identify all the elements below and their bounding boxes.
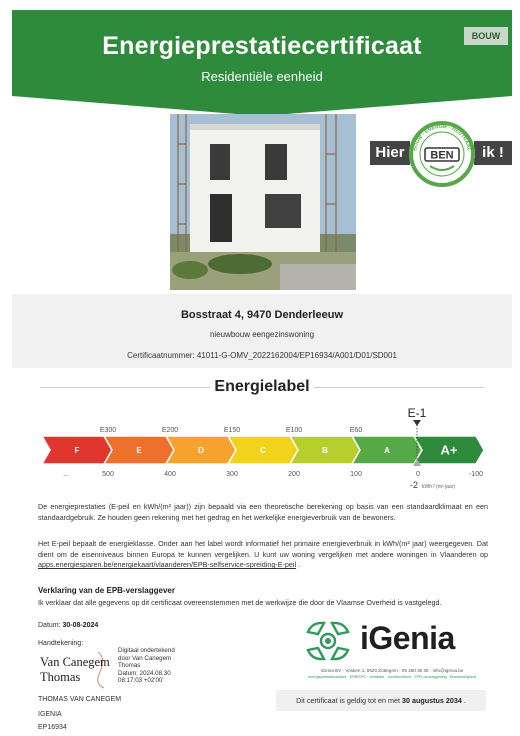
validity-date: 30 augustus 2034 <box>401 696 462 705</box>
validity-box <box>276 690 486 711</box>
certificate-number-value: 41011-G-OMV_2022162004/EP16934/A001/D01/SD001 <box>196 351 397 360</box>
bottom-tick-label: 300 <box>226 471 238 478</box>
signer-organisation: IGENIA <box>38 711 62 718</box>
energy-class-bars <box>42 436 484 464</box>
energiekaart-link[interactable]: apps.energiesparen.be/energiekaart/vlaanderen/EPB-selfservice-spreiding-E-peil <box>38 560 297 569</box>
top-tick-label: E100 <box>285 427 303 434</box>
verklaring-text: Ik verklaar dat alle gegevens op dit certificaat overeenstemmen met de werkwijze die door de Vlaamse Overheid is vastgelegd. <box>38 598 442 607</box>
sig-meta-line: Datum: 2024.08.30 <box>118 669 171 677</box>
page-title: Energieprestatiecertificaat <box>102 32 422 60</box>
energy-class-label: E <box>136 446 142 455</box>
igenia-logo-icon <box>302 618 354 664</box>
signer-name: THOMAS VAN CANEGEM <box>38 696 122 703</box>
validity-suffix: . <box>463 696 466 705</box>
signer-ep-number: EP16934 <box>38 724 67 731</box>
top-tick-label: E300 <box>99 427 117 434</box>
bottom-tick-label: 0 <box>416 471 420 478</box>
top-tick-labels <box>100 427 363 434</box>
bottom-tick-label: ... <box>63 471 69 478</box>
energy-class-label: C <box>260 446 266 455</box>
energy-class-label: B <box>322 446 328 455</box>
ben-ik-label: ik ! <box>474 141 512 165</box>
ben-center-text: BEN <box>430 149 454 162</box>
energy-class-label: A+ <box>440 442 458 458</box>
top-tick-label: E200 <box>161 427 179 434</box>
top-tick-label: E60 <box>349 427 363 434</box>
datum <box>38 622 98 629</box>
top-tick-label: E150 <box>223 427 241 434</box>
igenia-tagline: energieprestatieadvies · EPB/EPC · ventilatie · luchtdichtheid · EPB-verslaggeving · Brandveiligheid <box>308 675 476 679</box>
explanation-paragraph-1: De energieprestaties (E-peil en kWh/(m² jaar)) zijn bepaald via een theoretische berekening op basis van een standaardklimaat en een standaardgebruik. Ze houden geen rekening met het gedrag en het werkelijke energieverbruik van de bewoners. <box>38 502 488 522</box>
house-photo <box>170 114 356 290</box>
datum-value: 30-08-2024 <box>62 622 99 629</box>
header-chevron <box>12 96 512 116</box>
current-e-peil: E-1 <box>407 406 427 420</box>
bottom-tick-label: 400 <box>164 471 176 478</box>
energielabel-heading: Energielabel <box>214 378 310 395</box>
datum-label: Datum: <box>38 622 61 629</box>
bottom-tick-label: 100 <box>350 471 362 478</box>
energy-scale <box>30 404 500 494</box>
bottom-tick-labels <box>63 471 483 478</box>
certificate-number <box>12 351 512 360</box>
validity-prefix: Dit certificaat is geldig tot en met <box>296 696 400 705</box>
verklaring-title: Verklaring van de EPB-verslaggever <box>38 586 175 595</box>
para2-end: . <box>296 560 301 569</box>
energy-class-label: A <box>384 446 390 455</box>
ben-hier-label: Hier <box>370 141 410 165</box>
igenia-wordmark: iGenia <box>360 620 455 656</box>
bottom-tick-label: -100 <box>468 471 484 478</box>
bottom-tick-label: 200 <box>288 471 300 478</box>
bouw-badge: BOUW <box>464 27 508 45</box>
energy-class-label: F <box>74 446 80 455</box>
signature-name <box>40 655 110 685</box>
ben-ring-text: BOUW - ENERGIE - NEUTRAAL <box>412 123 472 152</box>
para2-text: Het E-peil bepaalt de energieklasse. Onder aan het label wordt informatief het primaire energieverbruik in kWh/(m² jaar) weergegeven. Dat dient om de eisenniveaus binnen Europa te kunnen vergelijken. U kunt uw woning vergelijken met andere woningen in Vlaanderen op <box>38 539 488 559</box>
building-type: nieuwbouw eengezinswoning <box>209 330 315 339</box>
energy-class-label: D <box>198 446 204 455</box>
certificate-number-label: Certificaatnummer: <box>127 351 195 360</box>
kwh-value: -2 <box>410 480 419 490</box>
signature-metadata <box>118 647 175 685</box>
ben-logo-icon <box>408 120 476 188</box>
house-illustration <box>170 114 356 290</box>
bottom-tick-label: 500 <box>102 471 114 478</box>
sig-meta-line: Digitaal ondertekend <box>118 647 175 654</box>
sig-meta-line: Thomas <box>118 662 141 670</box>
explanation-paragraph-2 <box>38 539 488 571</box>
kwh-unit: kWh / (m² jaar) <box>422 484 456 490</box>
signature-line-1: Van Canegem <box>40 655 110 669</box>
sig-meta-line: door Van Canegem <box>118 654 172 662</box>
igenia-contact: iGenia BV - Vosken 1, 9620 Zottegem - 09 360 36 36 - info@igenia.be <box>320 668 464 673</box>
sig-meta-line: 08:17:03 +02'00' <box>118 677 164 685</box>
signature-line-2: Thomas <box>40 670 81 684</box>
property-address: Bosstraat 4, 9470 Denderleeuw <box>180 309 344 321</box>
page-subtitle: Residentiële eenheid <box>201 69 323 84</box>
handtekening-label: Handtekening: <box>38 640 84 647</box>
